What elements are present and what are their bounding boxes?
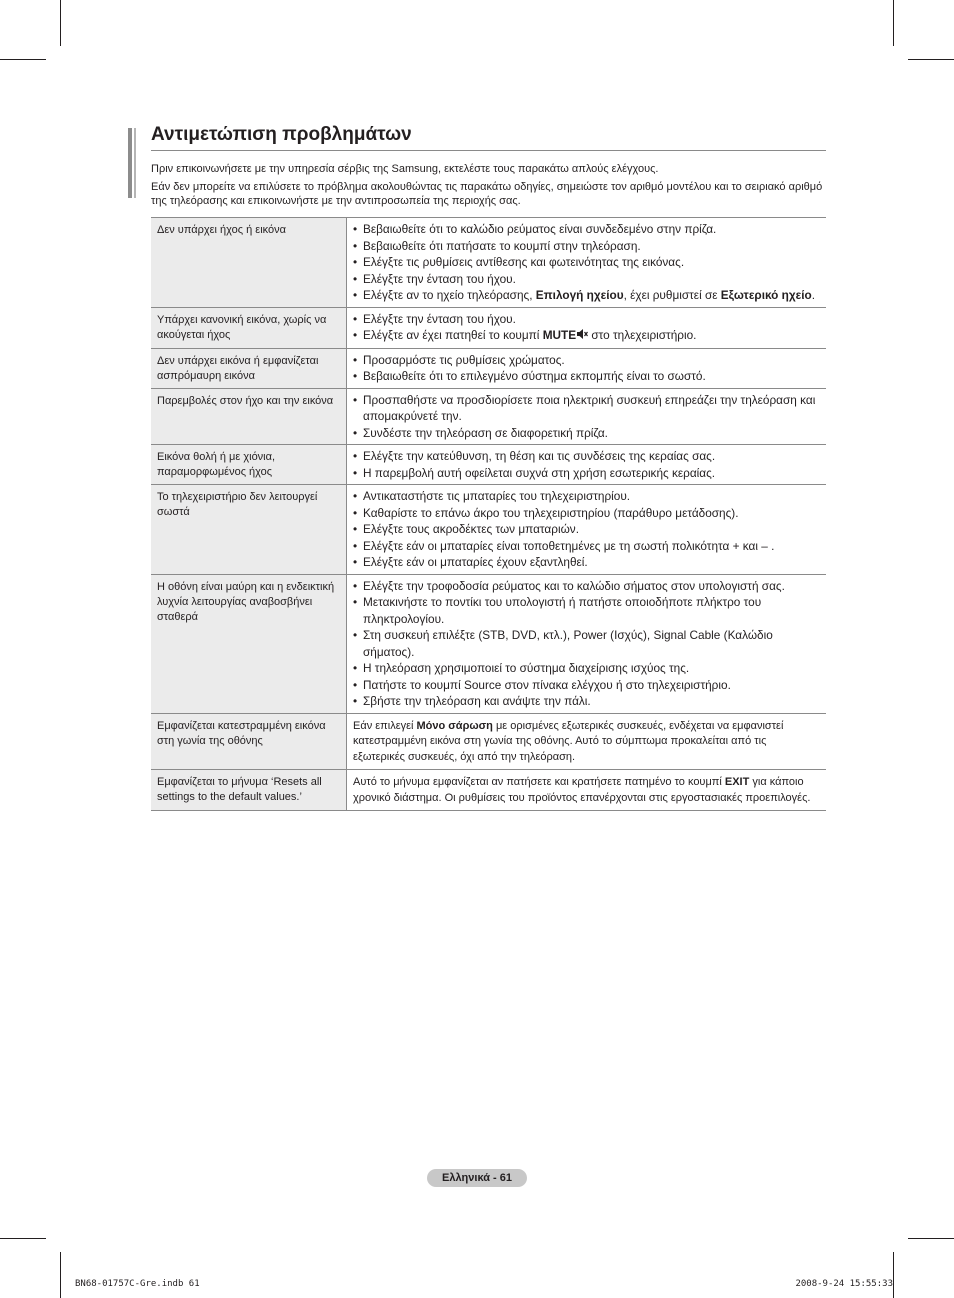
solution-cell [347,574,827,713]
troubleshooting-table [151,217,826,811]
solution-cell [347,218,827,308]
crop-mark [908,1238,954,1239]
solution-cell [347,770,827,811]
bold-term: Εξωτερικό ηχείο [720,288,812,302]
bold-term: Επιλογή ηχείου [535,288,624,302]
table-row [151,445,826,485]
list-item: • Ελέγξτε εάν οι μπαταρίες είναι τοποθετημένες με τη σωστή πολικότητα + και – . [353,538,820,555]
list-item: • Βεβαιωθείτε ότι το επιλεγμένο σύστημα εκπομπής είναι το σωστό. [353,368,820,385]
solution-cell [347,388,827,445]
mute-key-label: MUTE [542,328,577,342]
table-row [151,770,826,811]
table-row [151,713,826,770]
solution-cell [347,348,827,388]
problem-cell: Εμφανίζεται κατεστραμμένη εικόνα στη γωνία της οθόνης [151,713,347,770]
problem-cell: Υπάρχει κανονική εικόνα, χωρίς να ακούγεται ήχος [151,307,347,348]
page-title: Αντιμετώπιση προβλημάτων [151,122,826,151]
table-row [151,574,826,713]
problem-cell: Το τηλεχειριστήριο δεν λειτουργεί σωστά [151,485,347,575]
list-item: • Μετακινήστε το ποντίκι του υπολογιστή ή πατήστε οποιοδήποτε πλήκτρο του πληκτρολογίου. [353,594,820,627]
list-item: • Η τηλεόραση χρησιμοποιεί το σύστημα διαχείρισης ισχύος της. [353,660,820,677]
section-marker [128,128,132,198]
table-row [151,388,826,445]
problem-cell: Η οθόνη είναι μαύρη και η ενδεικτική λυχνία λειτουργίας αναβοσβήνει σταθερά [151,574,347,713]
crop-mark [908,59,954,60]
list-item: • Πατήστε το κουμπί Source στον πίνακα ελέγχου ή στο τηλεχειριστήριο. [353,677,820,694]
intro-text: Πριν επικοινωνήσετε με την υπηρεσία σέρβις της Samsung, εκτελέστε τους παρακάτω απλούς ελέγχους. [151,163,659,175]
bold-term: EXIT [724,776,750,788]
intro-text: Εάν δεν μπορείτε να επιλύσετε το πρόβλημα ακολουθώντας τις παρακάτω οδηγίες, σημειώστε τον αριθμό μοντέλου και το σειριακό αριθμό της τηλεόρασης και επικοινωνήστε με την αντιπροσωπεία της περιοχής σας. [151,181,823,207]
list-item: • Βεβαιωθείτε ότι το καλώδιο ρεύματος είναι συνδεδεμένο στην πρίζα. [353,221,820,238]
solution-paragraph: Αυτό το μήνυμα εμφανίζεται αν πατήσετε και κρατήσετε πατημένο το κουμπί EXIT για κάποιο χρονικό διάστημα. Οι ρυθμίσεις του προϊόντος επανέρχονται στις εργοστασιακές προεπιλογές. [353,776,811,804]
list-item: • Συνδέστε την τηλεόραση σε διαφορετική πρίζα. [353,425,820,442]
list-item: • Ελέγξτε τις ρυθμίσεις αντίθεσης και φωτεινότητας της εικόνας. [353,254,820,271]
table-row [151,485,826,575]
list-item: • Ελέγξτε την κατεύθυνση, τη θέση και τις συνδέσεις της κεραίας σας. [353,448,820,465]
list-item: • Στη συσκευή επιλέξτε (STB, DVD, κτλ.), Power (Ισχύς), Signal Cable (Καλώδιο σήματος). [353,627,820,660]
list-item: • Ελέγξτε την ένταση του ήχου. [353,311,820,328]
list-item: • Σβήστε την τηλεόραση και ανάψτε την πάλι. [353,693,820,710]
solution-cell [347,713,827,770]
print-file-info: BN68-01757C-Gre.indb 61 [75,1279,200,1289]
list-item: • Η παρεμβολή αυτή οφείλεται συχνά στη χρήση εσωτερικής κεραίας. [353,465,820,482]
list-item: • Καθαρίστε το επάνω άκρο του τηλεχειριστηρίου (παράθυρο μετάδοσης). [353,505,820,522]
list-item: • Ελέγξτε τους ακροδέκτες των μπαταριών. [353,521,820,538]
list-item: • Βεβαιωθείτε ότι πατήσατε το κουμπί στην τηλεόραση. [353,238,820,255]
section-marker [134,128,136,198]
crop-mark [60,1252,61,1298]
crop-mark [60,0,61,46]
solution-cell [347,307,827,348]
problem-cell: Παρεμβολές στον ήχο και την εικόνα [151,388,347,445]
table-row [151,307,826,348]
table-row [151,218,826,308]
mute-icon [577,328,588,345]
problem-cell: Δεν υπάρχει ήχος ή εικόνα [151,218,347,308]
crop-mark [0,59,46,60]
list-item: • Προσαρμόστε τις ρυθμίσεις χρώματος. [353,352,820,369]
problem-cell: Εικόνα θολή ή με χιόνια, παραμορφωμένος ήχος [151,445,347,485]
crop-mark [893,0,894,46]
solution-cell [347,445,827,485]
list-item: • Ελέγξτε εάν οι μπαταρίες έχουν εξαντληθεί. [353,554,820,571]
list-item: • Ελέγξτε αν έχει πατηθεί το κουμπί MUTE στο τηλεχειριστήριο. [353,327,820,345]
crop-mark [0,1238,46,1239]
bold-term: Μόνο σάρωση [416,719,493,732]
problem-cell: Εμφανίζεται το μήνυμα ‘Resets all settings to the default values.’ [151,770,347,811]
solution-cell [347,485,827,575]
solution-paragraph: Εάν επιλεγεί Μόνο σάρωση με ορισμένες εξωτερικές συσκευές, ενδέχεται να εμφανιστεί κατεστραμμένη εικόνα στη γωνία της οθόνης. Αυτό το σύμπτωμα προκαλείται από τις εξωτερικές συσκευές, όχι από την τηλεόραση. [353,719,784,763]
list-item: • Ελέγξτε την τροφοδοσία ρεύματος και το καλώδιο σήματος στον υπολογιστή σας. [353,578,820,595]
list-item: • Ελέγξτε αν το ηχείο τηλεόρασης, Επιλογή ηχείου, έχει ρυθμιστεί σε Εξωτερικό ηχείο. [353,287,820,304]
print-timestamp: 2008-9-24 15:55:33 [795,1279,893,1289]
list-item: • Ελέγξτε την ένταση του ήχου. [353,271,820,288]
list-item: • Αντικαταστήστε τις μπαταρίες του τηλεχειριστηρίου. [353,488,820,505]
table-row [151,348,826,388]
page-number-badge: Ελληνικά - 61 [427,1169,527,1187]
crop-mark [893,1252,894,1298]
list-item: • Προσπαθήστε να προσδιορίσετε ποια ηλεκτρική συσκευή επηρεάζει την τηλεόραση και απομακρύνετέ την. [353,392,820,425]
problem-cell: Δεν υπάρχει εικόνα ή εμφανίζεται ασπρόμαυρη εικόνα [151,348,347,388]
